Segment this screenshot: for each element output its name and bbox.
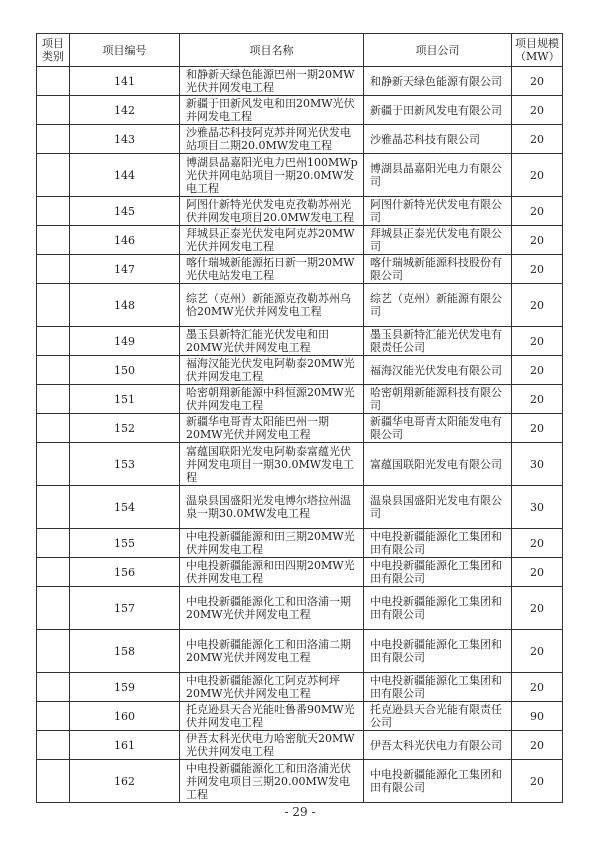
project-scale: 20 — [512, 529, 563, 558]
header-category: 项目类别 — [37, 34, 70, 67]
table-row — [37, 443, 563, 486]
project-name: 中电投新疆能源化工阿克苏柯坪20MW光伏并网发电工程 — [180, 673, 364, 702]
project-company: 中电投新疆能源化工集团和田有限公司 — [364, 673, 512, 702]
table-row — [37, 587, 563, 630]
project-name: 中电投新疆能源化工和田洛浦光伏并网发电项目三期20.00MW发电工程 — [180, 760, 364, 803]
project-scale: 90 — [512, 702, 563, 731]
category-cell — [37, 385, 70, 414]
project-scale: 20 — [512, 356, 563, 385]
project-number: 160 — [70, 702, 180, 731]
table-row — [37, 760, 563, 803]
project-name: 拜城县正泰光伏发电阿克苏20MW光伏并网发电工程 — [180, 226, 364, 255]
project-name: 和静新天绿色能源巴州一期20MW光伏并网发电工程 — [180, 67, 364, 96]
project-company: 中电投新疆能源化工集团和田有限公司 — [364, 558, 512, 587]
project-company: 沙雅晶芯科技有限公司 — [364, 125, 512, 154]
category-cell — [37, 630, 70, 673]
table-row — [37, 154, 563, 197]
project-company: 拜城县正泰光伏发电有限公司 — [364, 226, 512, 255]
table-row — [37, 327, 563, 356]
project-company: 哈密朝翔新能源科技有限公司 — [364, 385, 512, 414]
project-scale: 20 — [512, 587, 563, 630]
project-number: 158 — [70, 630, 180, 673]
page-number: - 29 - — [284, 805, 316, 819]
table-row — [37, 702, 563, 731]
project-number: 159 — [70, 673, 180, 702]
project-company: 墨玉县新特汇能光伏发电有限责任公司 — [364, 327, 512, 356]
project-name: 新疆于田新风发电和田20MW光伏并网发电工程 — [180, 96, 364, 125]
project-number: 144 — [70, 154, 180, 197]
project-company: 综艺（克州）新能源有限公司 — [364, 284, 512, 327]
category-cell — [37, 529, 70, 558]
project-number: 151 — [70, 385, 180, 414]
project-number: 152 — [70, 414, 180, 443]
category-cell — [37, 284, 70, 327]
project-scale: 20 — [512, 327, 563, 356]
project-number: 142 — [70, 96, 180, 125]
table-header-row — [37, 34, 563, 67]
project-scale: 20 — [512, 731, 563, 760]
project-name: 综艺（克州）新能源克孜勒苏州乌恰20MW光伏并网发电工程 — [180, 284, 364, 327]
project-company: 中电投新疆能源化工集团和田有限公司 — [364, 760, 512, 803]
project-table — [36, 33, 563, 803]
project-scale: 20 — [512, 760, 563, 803]
project-name: 喀什瑞城新能源拓日新一期20MW光伏电站发电工程 — [180, 255, 364, 284]
project-name: 沙雅晶芯科技阿克苏并网光伏发电站项目二期20.0MW发电工程 — [180, 125, 364, 154]
project-scale: 30 — [512, 443, 563, 486]
category-cell — [37, 226, 70, 255]
table-row — [37, 67, 563, 96]
category-cell — [37, 587, 70, 630]
category-cell — [37, 443, 70, 486]
project-company: 中电投新疆能源化工集团和田有限公司 — [364, 587, 512, 630]
table-row — [37, 125, 563, 154]
table-row — [37, 558, 563, 587]
project-number: 153 — [70, 443, 180, 486]
header-company: 项目公司 — [364, 34, 512, 67]
project-scale: 20 — [512, 154, 563, 197]
project-company: 阿图什新特光伏发电有限公司 — [364, 197, 512, 226]
project-scale: 20 — [512, 67, 563, 96]
category-cell — [37, 702, 70, 731]
category-cell — [37, 327, 70, 356]
project-name: 中电投新疆能源和田四期20MW光伏并网发电工程 — [180, 558, 364, 587]
project-number: 141 — [70, 67, 180, 96]
project-company: 喀什瑞城新能源科技股份有限公司 — [364, 255, 512, 284]
table-row — [37, 197, 563, 226]
project-number: 146 — [70, 226, 180, 255]
project-name: 富蕴国联阳光发电阿勒泰富蕴光伏并网发电项目一期30.0MW发电工程 — [180, 443, 364, 486]
header-number: 项目编号 — [70, 34, 180, 67]
category-cell — [37, 96, 70, 125]
project-scale: 20 — [512, 414, 563, 443]
project-scale: 20 — [512, 630, 563, 673]
project-scale: 30 — [512, 486, 563, 529]
project-company: 福海汉能光伏发电有限公司 — [364, 356, 512, 385]
table-row — [37, 673, 563, 702]
project-company: 托克逊县天合光能有限责任公司 — [364, 702, 512, 731]
project-number: 161 — [70, 731, 180, 760]
table-row — [37, 356, 563, 385]
project-number: 156 — [70, 558, 180, 587]
project-number: 143 — [70, 125, 180, 154]
category-cell — [37, 154, 70, 197]
project-number: 147 — [70, 255, 180, 284]
project-company: 博湖县晶嘉阳光电力有限公司 — [364, 154, 512, 197]
project-name: 中电投新疆能源和田三期20MW光伏并网发电工程 — [180, 529, 364, 558]
project-number: 157 — [70, 587, 180, 630]
project-company: 新疆华电哥青太阳能发电有限公司 — [364, 414, 512, 443]
project-company: 温泉县国盛阳光发电有限公司 — [364, 486, 512, 529]
project-name: 墨玉县新特汇能光伏发电和田20MW光伏并网发电工程 — [180, 327, 364, 356]
category-cell — [37, 414, 70, 443]
project-company: 伊吾太科光伏电力有限公司 — [364, 731, 512, 760]
category-cell — [37, 760, 70, 803]
project-name: 新疆华电哥青太阳能巴州一期20MW光伏并网发电工程 — [180, 414, 364, 443]
document-page — [36, 33, 562, 803]
project-name: 中电投新疆能源化工和田洛浦二期20MW光伏并网发电工程 — [180, 630, 364, 673]
project-scale: 20 — [512, 385, 563, 414]
project-company: 富蕴国联阳光发电有限公司 — [364, 443, 512, 486]
project-scale: 20 — [512, 558, 563, 587]
category-cell — [37, 125, 70, 154]
table-row — [37, 486, 563, 529]
category-cell — [37, 731, 70, 760]
project-number: 148 — [70, 284, 180, 327]
project-scale: 20 — [512, 284, 563, 327]
table-row — [37, 630, 563, 673]
project-name: 阿图什新特光伏发电克孜勒苏州光伏并网发电项目20.0MW发电工程 — [180, 197, 364, 226]
project-company: 中电投新疆能源化工集团和田有限公司 — [364, 529, 512, 558]
project-name: 博湖县晶嘉阳光电力巴州100MWp光伏并网电站项目一期20.0MW发电工程 — [180, 154, 364, 197]
category-cell — [37, 486, 70, 529]
table-row — [37, 96, 563, 125]
project-scale: 20 — [512, 96, 563, 125]
project-scale: 20 — [512, 673, 563, 702]
project-scale: 20 — [512, 197, 563, 226]
project-scale: 20 — [512, 255, 563, 284]
project-company: 和静新天绿色能源有限公司 — [364, 67, 512, 96]
project-name: 哈密朝翔新能源中科恒源20MW光伏并网发电工程 — [180, 385, 364, 414]
category-cell — [37, 67, 70, 96]
category-cell — [37, 197, 70, 226]
project-name: 中电投新疆能源化工和田洛浦一期20MW光伏并网发电工程 — [180, 587, 364, 630]
category-cell — [37, 673, 70, 702]
table-row — [37, 385, 563, 414]
project-name: 福海汉能光伏发电阿勒泰20MW光伏并网发电工程 — [180, 356, 364, 385]
category-cell — [37, 255, 70, 284]
project-name: 伊吾太科光伏电力哈密航天20MW光伏并网发电工程 — [180, 731, 364, 760]
project-number: 155 — [70, 529, 180, 558]
project-name: 托克逊县天合光能吐鲁番90MW光伏并网发电工程 — [180, 702, 364, 731]
project-company: 中电投新疆能源化工集团和田有限公司 — [364, 630, 512, 673]
table-row — [37, 414, 563, 443]
project-number: 145 — [70, 197, 180, 226]
project-number: 162 — [70, 760, 180, 803]
category-cell — [37, 356, 70, 385]
header-scale: 项目规模（MW） — [512, 34, 563, 67]
table-row — [37, 529, 563, 558]
project-number: 150 — [70, 356, 180, 385]
table-row — [37, 255, 563, 284]
project-company: 新疆于田新风发电有限公司 — [364, 96, 512, 125]
project-scale: 20 — [512, 226, 563, 255]
table-row — [37, 731, 563, 760]
project-name: 温泉县国盛阳光发电博尔塔拉州温泉一期30.0MW发电工程 — [180, 486, 364, 529]
table-body — [37, 67, 563, 803]
category-cell — [37, 558, 70, 587]
table-row — [37, 226, 563, 255]
project-scale: 20 — [512, 125, 563, 154]
project-number: 149 — [70, 327, 180, 356]
table-row — [37, 284, 563, 327]
header-name: 项目名称 — [180, 34, 364, 67]
project-number: 154 — [70, 486, 180, 529]
